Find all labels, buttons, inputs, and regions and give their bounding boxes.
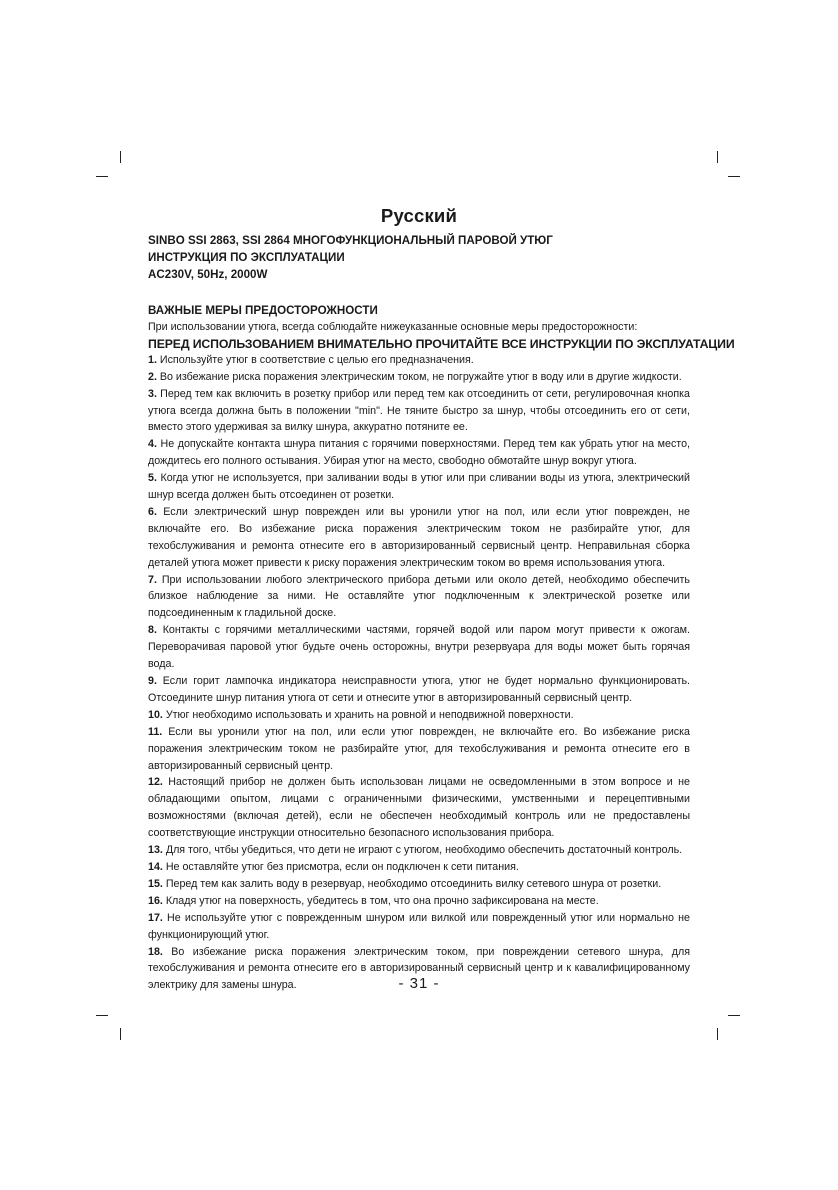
item-number: 15.: [148, 877, 163, 890]
list-item: [148, 572, 690, 623]
item-number: 8.: [148, 624, 157, 637]
item-text: Во избежание риска поражения электрическим током, не погружайте утюг в воду или в другие жидкости.: [156, 370, 682, 383]
crop-mark-top-right-vertical: [717, 151, 718, 163]
safety-list: [148, 352, 690, 994]
item-text: Настоящий прибор не должен быть использован лицами не осведомленными в этом вопросе и не обладающими опытом, лицами с ограниченными физическими, умственными и перецептивными возможностями (включая детей), если не обеспечен необходимый контроль или не предоставлены соответствующие инструкции относительно безопасного использования прибора.: [148, 776, 690, 840]
item-text: Если горит лампочка индикатора неисправности утюга, утюг не будет нормально функционировать. Отсоедините шнур питания утюга от сети и отнесите утюг в авторизированный сервисный центр.: [148, 675, 690, 704]
item-text: Для того, чтбы убедиться, что дети не играют с утюгом, необходимо обеспечить достаточный контроль.: [162, 844, 683, 857]
item-number: 17.: [148, 911, 163, 924]
list-item: [148, 893, 690, 910]
item-text: Если вы уронили утюг на пол, или если утюг поврежден, не включайте его. Во избежание риска поражения электрическим током не разбирайте утюг, для техобслуживания и ремонта отнесите его в авторизированный сервисный центр.: [148, 725, 690, 772]
crop-mark-bottom-right-horizontal: [728, 1015, 740, 1016]
item-text: При использовании любого электрического прибора детьми или около детей, необходимо обеспечить близкое наблюдение за ними. Не оставляйте утюг подключенным к электрической розетке или подсоединенным к гладильной доске.: [148, 573, 690, 620]
crop-mark-top-right-horizontal: [728, 176, 740, 177]
list-item: [148, 470, 690, 504]
list-item: [148, 774, 690, 842]
item-number: 13.: [148, 844, 163, 857]
item-number: 4.: [148, 438, 157, 451]
list-item: [148, 504, 690, 572]
list-item: [148, 352, 690, 369]
manual-title: ИНСТРУКЦИЯ ПО ЭКСПЛУАТАЦИИ: [148, 250, 345, 264]
item-number: 6.: [148, 505, 157, 518]
list-item: [148, 622, 690, 673]
safety-heading: ВАЖНЫЕ МЕРЫ ПРЕДОСТОРОЖНОСТИ: [148, 304, 378, 318]
item-text: Если электрический шнур поврежден или вы уронили утюг на пол, или если утюг поврежден, не включайте его. Во избежание риска поражения электрическим током не разбирайте утюг, для техобслуживания и ремонта отнесите его в авторизированный сервисный центр. Неправильная сборка деталей утюга может привести к риску поражения электрическим током во время использования утюга.: [148, 505, 690, 569]
item-number: 14.: [148, 860, 163, 873]
item-number: 3.: [148, 387, 157, 400]
list-item: [148, 842, 690, 859]
item-text: Во избежание риска поражения электрическим током, при повреждении сетевого шнура, для техобслуживания и ремонта отнесите его в авторизированный сервисный центр и к кавалифицированному электрику для замены шнура.: [148, 945, 690, 992]
item-number: 18.: [148, 945, 163, 958]
safety-warning: ПЕРЕД ИСПОЛЬЗОВАНИЕМ ВНИМАТЕЛЬНО ПРОЧИТАЙТЕ ВСЕ ИНСТРУКЦИИ ПО ЭКСПЛУАТАЦИИ: [148, 336, 735, 351]
item-text: Используйте утюг в соответствие с целью его предназначения.: [156, 353, 474, 366]
list-item: [148, 707, 690, 724]
crop-mark-top-left-horizontal: [96, 176, 108, 177]
page-title: Русский: [380, 205, 458, 226]
item-number: 16.: [148, 894, 163, 907]
safety-intro: При использовании утюга, всегда соблюдайте нижеуказанные основные меры предосторожности:: [148, 321, 638, 334]
item-number: 1.: [148, 353, 157, 366]
model-line: SINBO SSI 2863, SSI 2864 МНОГОФУНКЦИОНАЛЬНЫЙ ПАРОВОЙ УТЮГ: [148, 234, 553, 247]
list-item: [148, 876, 690, 893]
list-item: [148, 369, 690, 386]
list-item: [148, 724, 690, 775]
item-number: 5.: [148, 472, 157, 485]
item-number: 9.: [148, 675, 157, 687]
list-item: [148, 859, 690, 876]
crop-mark-bottom-left-horizontal: [96, 1015, 108, 1016]
spacer: [148, 283, 690, 303]
crop-mark-top-left-vertical: [120, 151, 121, 163]
list-item: [148, 386, 690, 437]
power-spec: AC230V, 50Hz, 2000W: [148, 267, 268, 281]
item-text: Когда утюг не используется, при заливании воды в утюг или при сливании воды из утюга, электрический шнур всегда должен быть отсоединен от розетки.: [148, 472, 690, 502]
item-text: Не оставляйте утюг без присмотра, если он подключен к сети питания.: [162, 860, 519, 873]
crop-mark-bottom-left-vertical: [120, 1028, 121, 1040]
item-text: Не допускайте контакта шнура питания с горячими поверхностями. Перед тем как убрать утюг на место, дождитесь его полного остывания. Убирая утюг на место, свободно обмотайте шнур вокруг утюга.: [148, 438, 690, 468]
document-body: [148, 233, 735, 994]
page-number: - 31 -: [398, 975, 440, 992]
list-item: [148, 910, 690, 944]
item-text: Перед тем как залить воду в резервуар, необходимо отсоединить вилку сетевого шнура от розетки.: [162, 877, 662, 890]
item-text: Не используйте утюг с поврежденным шнуром или вилкой или поврежденный утюг или нормально не функционирующий утюг.: [148, 911, 690, 941]
item-text: Перед тем как включить в розетку прибор или перед тем как отсоединить от сети, регулировочная кнопка утюга всегда должна быть в положении "min". Не тяните быстро за шнур, чтобы отсоединить его от сети, вместо этого удерживая за вилку шнура, аккуратно потяните ее.: [148, 387, 690, 434]
item-text: Утюг необходимо использовать и хранить на ровной и неподвижной поверхности.: [162, 708, 574, 721]
list-item: [148, 673, 690, 707]
crop-mark-bottom-right-vertical: [717, 1028, 718, 1040]
item-number: 7.: [148, 573, 157, 586]
list-item: [148, 436, 690, 470]
item-number: 11.: [148, 725, 163, 738]
item-number: 12.: [148, 776, 163, 789]
item-number: 10.: [148, 708, 163, 721]
item-number: 2.: [148, 370, 157, 383]
item-text: Кладя утюг на поверхность, убедитесь в том, что она прочно зафиксирована на месте.: [162, 894, 599, 907]
item-text: Контакты с горячими металлическими частями, горячей водой или паром могут привести к ожогам. Переворачивая паровой утюг будьте очень осторожны, внутри резервуара для воды может быть горячая вода.: [148, 624, 690, 671]
